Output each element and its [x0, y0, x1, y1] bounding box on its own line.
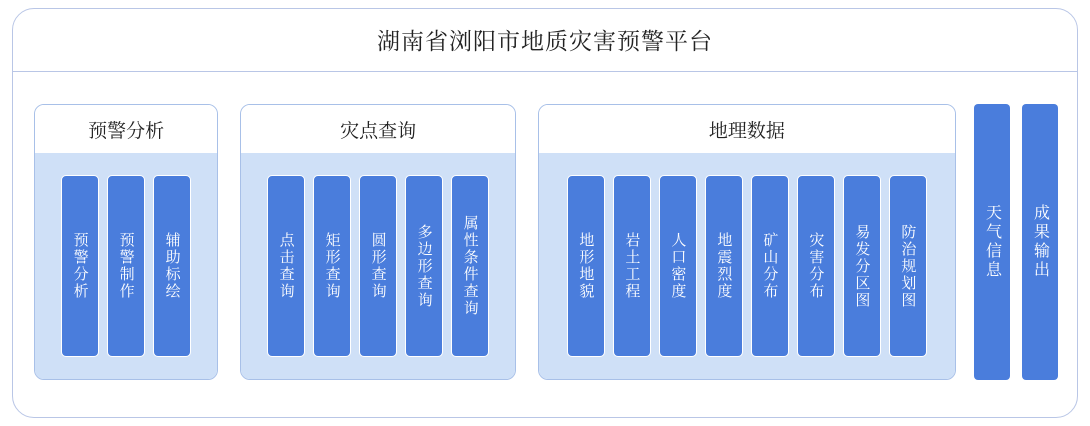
chip-terrain-landform[interactable]: 地形地貌 — [567, 175, 605, 357]
group-geographic-data — [538, 104, 956, 380]
page-title: 湖南省浏阳市地质灾害预警平台 — [377, 28, 713, 54]
chip-rectangle-query[interactable]: 矩形查询 — [313, 175, 351, 357]
group-warning-analysis-header — [35, 105, 217, 153]
group-disaster-point-query-title: 灾点查询 — [340, 120, 417, 142]
chip-prevention-planning-map[interactable]: 防治规划图 — [889, 175, 927, 357]
group-warning-analysis — [34, 104, 218, 380]
group-geographic-data-title: 地理数据 — [708, 120, 785, 142]
platform-title-bar — [12, 8, 1078, 72]
group-warning-analysis-title: 预警分析 — [88, 120, 165, 142]
chip-mine-distribution[interactable]: 矿山分布 — [751, 175, 789, 357]
chip-warning-analysis[interactable]: 预警分析 — [61, 175, 99, 357]
chip-assist-plotting[interactable]: 辅助标绘 — [153, 175, 191, 357]
module-groups-row — [34, 104, 1058, 386]
chip-circle-query[interactable]: 圆形查询 — [359, 175, 397, 357]
chip-geotechnical-engineering[interactable]: 岩土工程 — [613, 175, 651, 357]
group-geographic-data-body — [539, 153, 955, 379]
group-disaster-point-query-body — [241, 153, 514, 379]
chip-population-density[interactable]: 人口密度 — [659, 175, 697, 357]
chip-polygon-query[interactable]: 多边形查询 — [405, 175, 443, 357]
chip-susceptibility-zoning-map[interactable]: 易发分区图 — [843, 175, 881, 357]
chip-disaster-distribution[interactable]: 灾害分布 — [797, 175, 835, 357]
bar-weather-info[interactable]: 天气信息 — [974, 104, 1010, 380]
group-disaster-point-query-header — [241, 105, 514, 153]
group-disaster-point-query — [240, 104, 515, 380]
chip-click-query[interactable]: 点击查询 — [267, 175, 305, 357]
chip-warning-production[interactable]: 预警制作 — [107, 175, 145, 357]
bar-result-output[interactable]: 成果输出 — [1022, 104, 1058, 380]
chip-seismic-intensity[interactable]: 地震烈度 — [705, 175, 743, 357]
group-geographic-data-header — [539, 105, 955, 153]
group-warning-analysis-body — [35, 153, 217, 379]
chip-attribute-condition-query[interactable]: 属性条件查询 — [451, 175, 489, 357]
